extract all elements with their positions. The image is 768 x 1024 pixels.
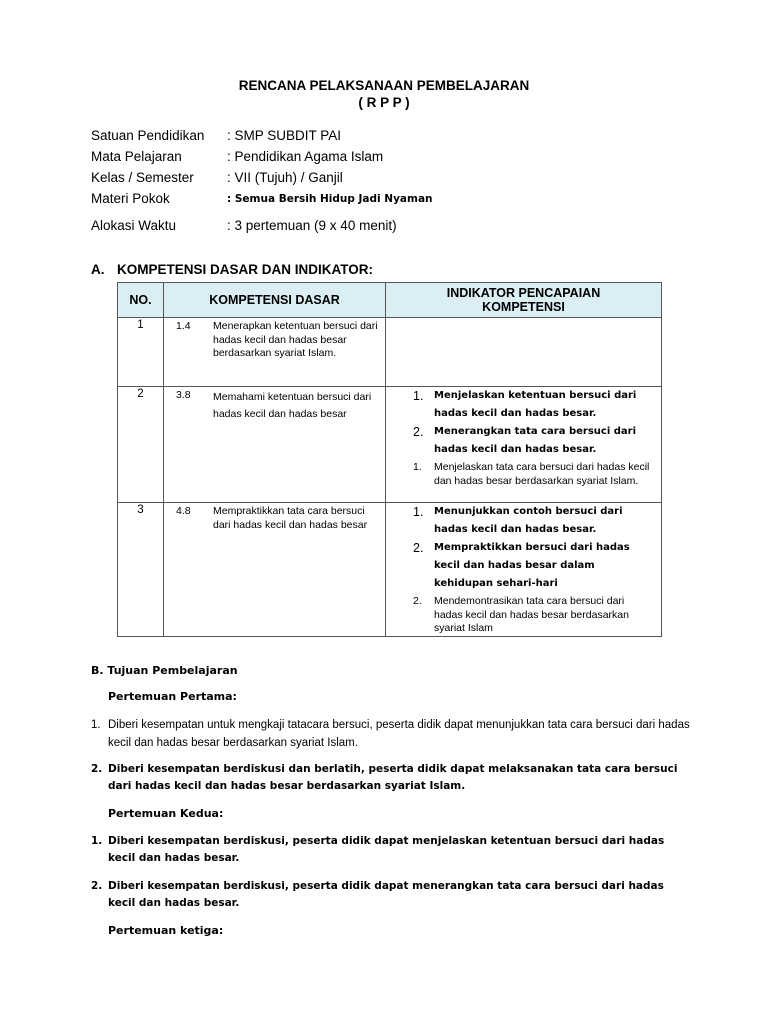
item-text: Menjelaskan ketentuan bersuci dari hadas kecil dan hadas besar. [434, 390, 637, 419]
kd-text: Mempraktikkan tata cara bersuci dari hadas kecil dan hadas besar [213, 505, 368, 531]
header-indikator-line1: INDIKATOR PENCAPAIAN [446, 286, 601, 300]
item-number: 1. [413, 389, 424, 403]
indicator-cell [386, 387, 662, 503]
item-text: Mempraktikkan bersuci dari hadas kecil dan hadas besar dalam kehidupan sehari-hari [434, 542, 630, 589]
meta-label: Mata Pelajaran [91, 149, 182, 164]
section-title: KOMPETENSI DASAR DAN INDIKATOR: [117, 262, 374, 277]
kd-cell [164, 503, 386, 637]
meeting-1-heading: Pertemuan Pertama: [108, 690, 237, 703]
header-indikator [386, 283, 662, 318]
item-number: 2. [413, 425, 424, 439]
item-number: 2. [413, 595, 422, 607]
meta-label: Materi Pokok [91, 191, 170, 206]
item-number: 2. [413, 541, 424, 555]
list-item [386, 461, 655, 488]
meta-label: Alokasi Waktu [91, 218, 177, 233]
objective-text: Diberi kesempatan berdiskusi, peserta didik dapat menjelaskan ketentuan bersuci dari hadas kecil dan hadas besar. [108, 835, 665, 864]
competency-table [117, 282, 662, 637]
table-row [118, 318, 662, 387]
table-row [118, 387, 662, 503]
section-letter: A. [91, 262, 105, 277]
list-item [386, 503, 655, 539]
meeting-2-heading: Pertemuan Kedua: [108, 807, 224, 820]
table-row [118, 503, 662, 637]
objective-item [91, 716, 691, 752]
meta-label: Satuan Pendidikan [91, 128, 205, 143]
objective-text: Diberi kesempatan untuk mengkaji tatacara bersuci, peserta didik dapat menunjukkan tata cara bersuci dari hadas kecil dan hadas besar berdasarkan syariat Islam. [108, 719, 690, 749]
header-no: NO. [118, 283, 164, 318]
document-subtitle: ( R P P ) [358, 95, 410, 110]
list-item [386, 539, 655, 593]
item-text: Menerangkan tata cara bersuci dari hadas kecil dan hadas besar. [434, 426, 637, 455]
objective-number: 1. [91, 835, 103, 847]
list-item [386, 387, 655, 423]
objective-text: Diberi kesempatan berdiskusi dan berlatih, peserta didik dapat melaksanakan tata cara bersuci dari hadas kecil dan hadas besar berdasarkan syariat Islam. [108, 763, 678, 792]
kd-cell [164, 387, 386, 503]
meta-value: : Semua Bersih Hidup Jadi Nyaman [227, 193, 433, 205]
item-text: Menunjukkan contoh bersuci dari hadas kecil dan hadas besar. [434, 506, 623, 535]
objective-text: Diberi kesempatan berdiskusi, peserta didik dapat menerangkan tata cara bersuci dari hadas kecil dan hadas besar. [108, 880, 664, 909]
list-item [386, 423, 655, 459]
row-number: 3 [118, 503, 164, 637]
objective-item [91, 878, 691, 912]
item-number: 1. [413, 461, 422, 473]
table-header-row [118, 283, 662, 318]
kd-code: 3.8 [176, 389, 191, 401]
row-number: 1 [118, 318, 164, 387]
indicator-list [386, 387, 661, 488]
indicator-cell [386, 318, 662, 387]
item-number: 1. [413, 505, 424, 519]
list-item [386, 595, 655, 636]
indicator-list [386, 503, 661, 636]
header-indikator-line2: KOMPETENSI [482, 300, 565, 314]
section-a-heading [91, 262, 373, 277]
kd-code: 4.8 [176, 505, 191, 517]
meta-value: : Pendidikan Agama Islam [227, 149, 384, 164]
meeting-3-heading: Pertemuan ketiga: [108, 924, 224, 937]
kd-cell [164, 318, 386, 387]
meta-value: : SMP SUBDIT PAI [227, 128, 342, 143]
objective-item [91, 833, 691, 867]
objective-number: 1. [91, 719, 101, 731]
document-title: RENCANA PELAKSANAAN PEMBELAJARAN [238, 78, 530, 93]
header-kd: KOMPETENSI DASAR [164, 283, 386, 318]
section-b-heading: B. Tujuan Pembelajaran [91, 664, 238, 677]
objective-number: 2. [91, 880, 103, 892]
meta-value: : VII (Tujuh) / Ganjil [227, 170, 343, 185]
row-number: 2 [118, 387, 164, 503]
meta-label: Kelas / Semester [91, 170, 194, 185]
objective-number: 2. [91, 763, 103, 775]
meta-value: : 3 pertemuan (9 x 40 menit) [227, 218, 397, 233]
kd-text: Menerapkan ketentuan bersuci dari hadas kecil dan hadas besar berdasarkan syariat Islam. [213, 320, 378, 359]
item-text: Menjelaskan tata cara bersuci dari hadas kecil dan hadas besar berdasarkan syariat Islam. [434, 461, 650, 487]
kd-code: 1.4 [176, 320, 191, 332]
item-text: Mendemontrasikan tata cara bersuci dari hadas kecil dan hadas besar berdasarkan syariat Islam [434, 595, 629, 634]
indicator-cell [386, 503, 662, 637]
kd-text: Memahami ketentuan bersuci dari hadas kecil dan hadas besar [213, 391, 372, 420]
objective-item [91, 761, 691, 795]
